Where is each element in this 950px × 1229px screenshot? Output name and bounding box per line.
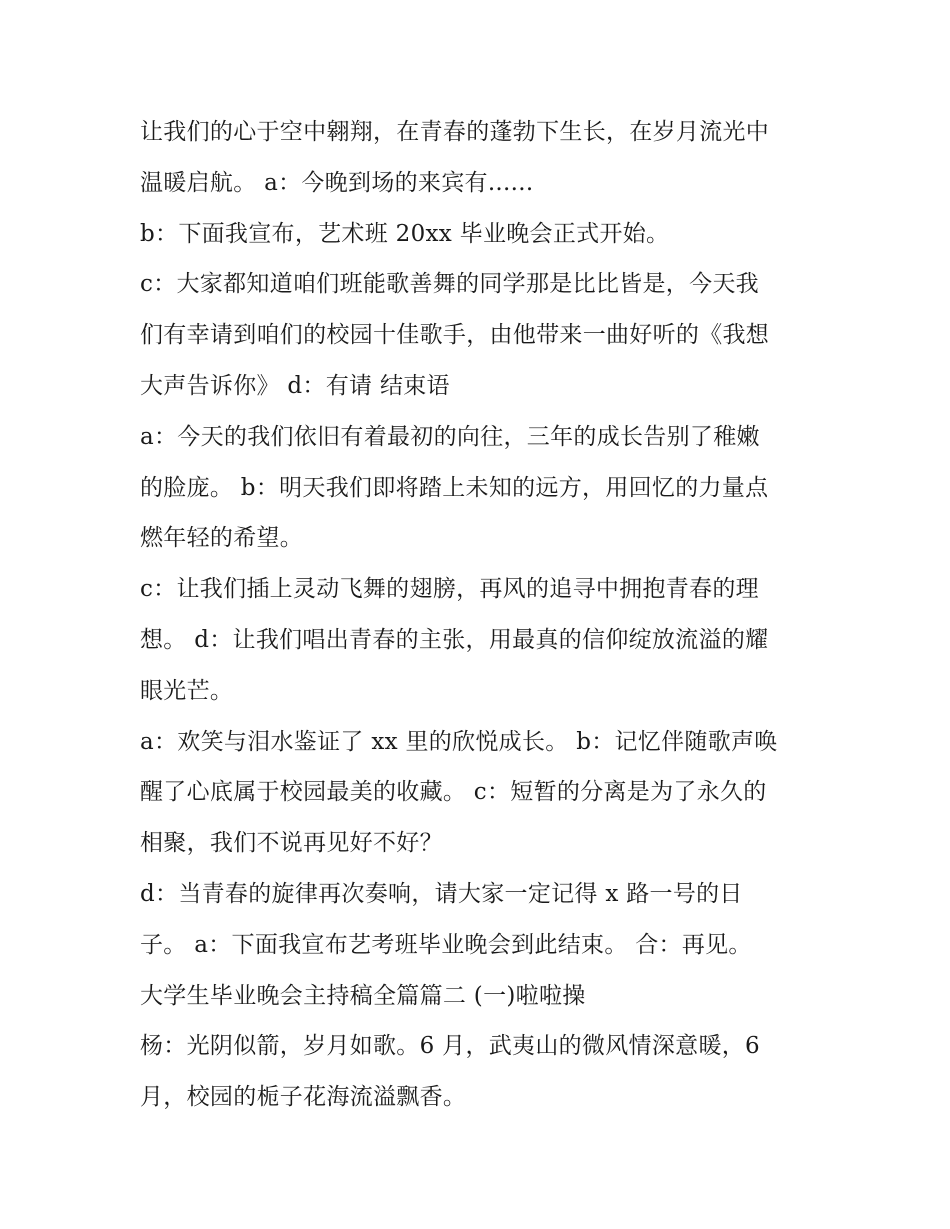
text-line: a：欢笑与泪水鉴证了 xx 里的欣悦成长。 b：记忆伴随歌声唤 bbox=[140, 728, 778, 755]
text-line: b：下面我宣布，艺术班 20xx 毕业晚会正式开始。 bbox=[140, 220, 670, 247]
text-line: c：让我们插上灵动飞舞的翅膀，再风的追寻中拥抱青春的理 bbox=[140, 576, 759, 603]
text-line: 温暖启航。 a：今晚到场的来宾有...... bbox=[140, 169, 534, 196]
text-line: 月，校园的栀子花海流溢飘香。 bbox=[140, 1084, 467, 1111]
text-line: 子。 a：下面我宣布艺考班毕业晚会到此结束。 合：再见。 bbox=[140, 931, 752, 958]
document-body bbox=[140, 107, 840, 1123]
text-line: 相聚，我们不说再见好不好？ bbox=[140, 830, 443, 857]
text-line: 燃年轻的希望。 bbox=[140, 525, 304, 552]
text-line: 大声告诉你》 d：有请 结束语 bbox=[140, 372, 450, 399]
text-line: 杨：光阴似箭，岁月如歌。6 月，武夷山的微风情深意暖，6 bbox=[140, 1033, 760, 1060]
text-line: 眼光芒。 bbox=[140, 677, 234, 704]
text-line: d：当青春的旋律再次奏响，请大家一定记得 x 路一号的日 bbox=[140, 880, 743, 907]
text-line: a：今天的我们依旧有着最初的向往，三年的成长告别了稚嫩 bbox=[140, 423, 760, 450]
text-line: 让我们的心于空中翱翔，在青春的蓬勃下生长，在岁月流光中 bbox=[140, 119, 770, 145]
text-line: 想。 d：让我们唱出青春的主张，用最真的信仰绽放流溢的耀 bbox=[140, 626, 769, 653]
text-line: 的脸庞。 b：明天我们即将踏上未知的远方，用回忆的力量点 bbox=[140, 474, 769, 501]
text-line: 醒了心底属于校园最美的收藏。 c：短暂的分离是为了永久的 bbox=[140, 779, 767, 806]
text-line: c：大家都知道咱们班能歌善舞的同学那是比比皆是，今天我 bbox=[140, 271, 759, 298]
section-heading: 大学生毕业晚会主持稿全篇篇二 (一)啦啦操 bbox=[140, 982, 586, 1009]
text-line: 们有幸请到咱们的校园十佳歌手，由他带来一曲好听的《我想 bbox=[140, 322, 770, 349]
